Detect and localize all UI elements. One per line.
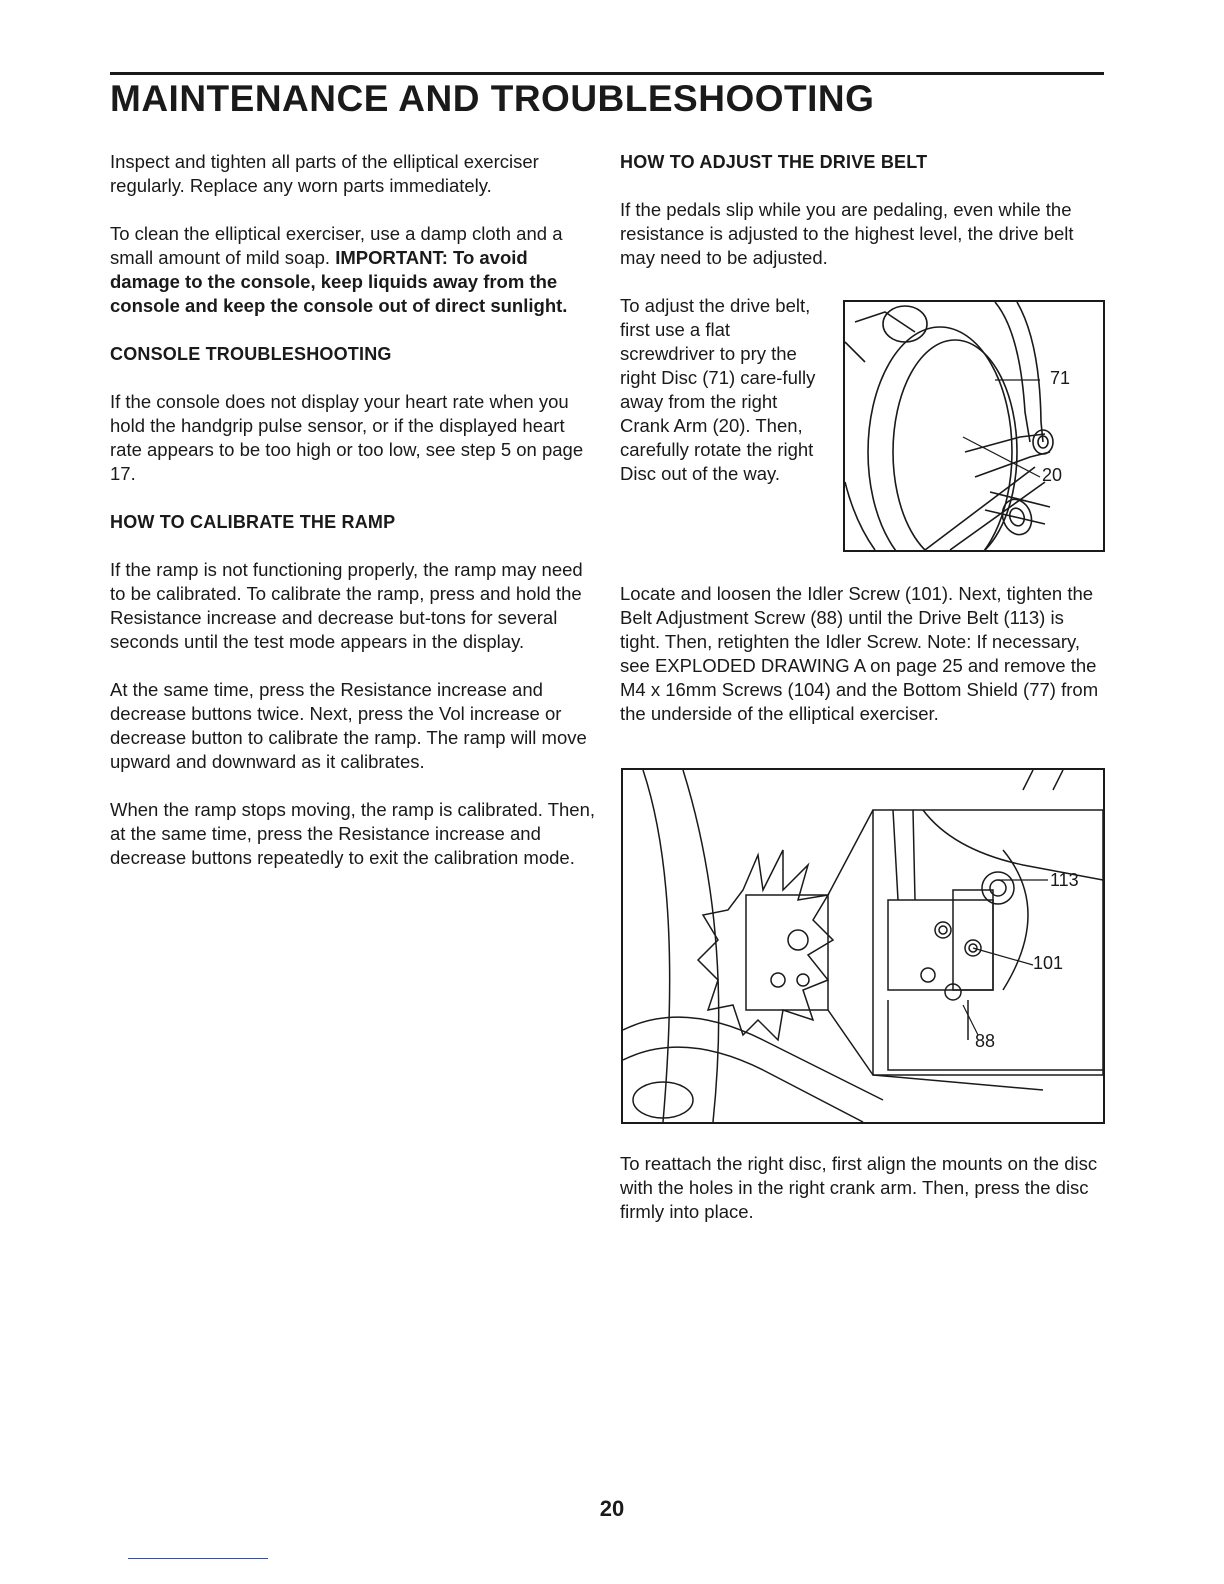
reattach-column bbox=[620, 1152, 1105, 1224]
callout-71: 71 bbox=[1050, 368, 1071, 388]
disc-drawing bbox=[845, 302, 1103, 550]
callout-101: 101 bbox=[1033, 953, 1064, 973]
reattach-paragraph: To reattach the right disc, first align the mounts on the disc with the holes in the right crank arm. Then, press the disc firmly into place. bbox=[620, 1153, 1098, 1222]
disc-illustration bbox=[843, 300, 1105, 552]
important-warning: IMPORTANT: To avoid damage to the console, keep liquids away from the console and keep the console out of direct sunlight. bbox=[110, 247, 568, 316]
page-number: 20 bbox=[599, 1496, 625, 1521]
belt-heading: HOW TO ADJUST THE DRIVE BELT bbox=[620, 152, 928, 172]
left-column bbox=[110, 150, 595, 870]
leader-101 bbox=[973, 948, 1033, 965]
intro-paragraph: Inspect and tighten all parts of the elliptical exerciser regularly. Replace any worn parts immediately. bbox=[110, 151, 539, 196]
ramp-paragraph-2: At the same time, press the Resistance increase and decrease buttons twice. Next, press the Vol increase or decrease button to calibrate the ramp. The ramp will move upward and downward as it calibrates. bbox=[110, 679, 587, 772]
clean-paragraph bbox=[110, 222, 595, 318]
belt-intro-paragraph: If the pedals slip while you are pedaling, even while the resistance is adjusted to the highest level, the drive belt may need to be adjusted. bbox=[620, 199, 1074, 268]
console-heading: CONSOLE TROUBLESHOOTING bbox=[110, 344, 392, 364]
callout-20: 20 bbox=[1042, 465, 1063, 485]
page-title: MAINTENANCE AND TROUBLESHOOTING bbox=[110, 78, 875, 119]
belt-drawing bbox=[623, 770, 1103, 1122]
belt-illustration bbox=[621, 768, 1105, 1124]
title-rule bbox=[110, 72, 1104, 75]
footer-line bbox=[128, 1558, 268, 1559]
ramp-paragraph-1: If the ramp is not functioning properly, the ramp may need to be calibrated. To calibrate the ramp, press and hold the Resistance increase and decrease but-tons for several seconds until the test mode appears in the display. bbox=[110, 559, 583, 652]
adjust-paragraph: To adjust the drive belt, first use a flat screwdriver to pry the right Disc (71) care-fully away from the right Crank Arm (20). Then, carefully rotate the right Disc out of the way. bbox=[620, 295, 816, 484]
ramp-heading: HOW TO CALIBRATE THE RAMP bbox=[110, 512, 396, 532]
locate-paragraph: Locate and loosen the Idler Screw (101). Next, tighten the Belt Adjustment Screw (88) until the Drive Belt (113) is tight. Then, retighten the Idler Screw. Note: If necessary, see EXPLODED DRAWING A on page 25 and remove the M4 x 16mm Screws (104) and the Bottom Shield (77) from the underside of the elliptical exerciser. bbox=[620, 583, 1099, 724]
disc-inner bbox=[893, 340, 1017, 550]
callout-88: 88 bbox=[975, 1031, 996, 1051]
locate-column bbox=[620, 582, 1105, 726]
zoom-source-box bbox=[746, 895, 828, 1010]
ramp-paragraph-3: When the ramp stops moving, the ramp is calibrated. Then, at the same time, press the Resistance increase and decrease buttons repeatedly to exit the calibration mode. bbox=[110, 799, 596, 868]
callout-113: 113 bbox=[1050, 870, 1079, 890]
console-paragraph: If the console does not display your heart rate when you hold the handgrip pulse sensor, or if the displayed heart rate appears to be too high or too low, see step 5 on page 17. bbox=[110, 391, 584, 484]
clean-text: To clean the elliptical exerciser, use a damp cloth and a small amount of mild soap. bbox=[110, 223, 563, 268]
